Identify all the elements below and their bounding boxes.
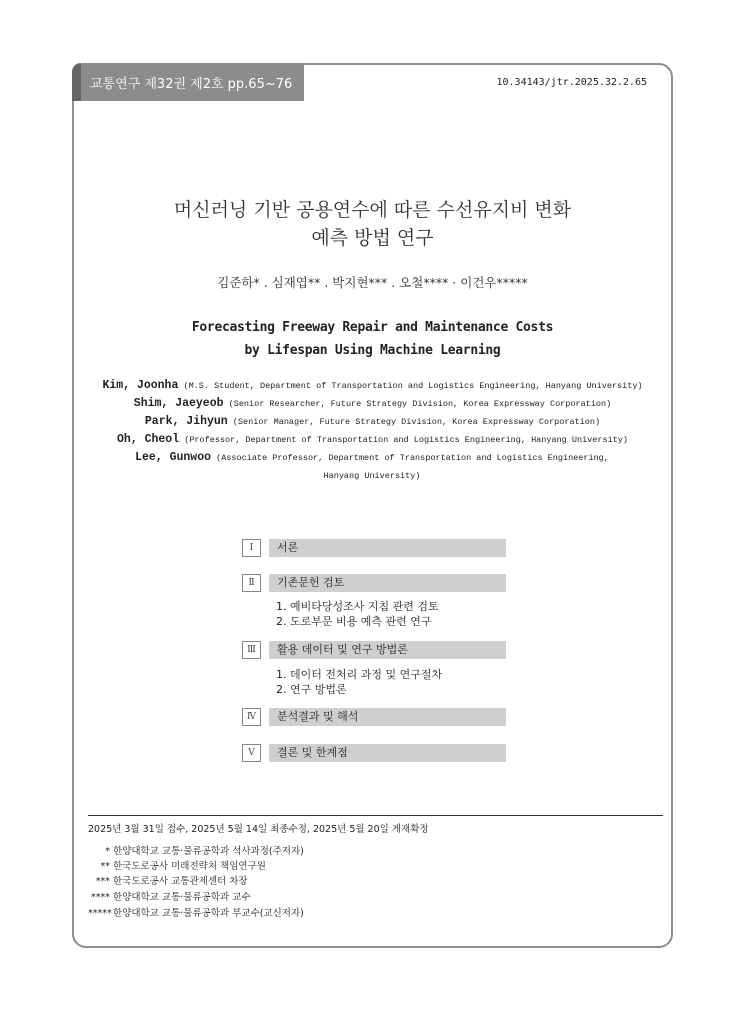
footnote-mark: **** — [91, 892, 110, 903]
affiliation — [100, 377, 645, 395]
toc-section-1 — [242, 539, 506, 557]
author-name: Lee, Gunwoo — [135, 451, 212, 464]
footnote — [88, 843, 304, 857]
footnote-mark: *** — [95, 876, 110, 887]
toc-title: 분석결과 및 해석 — [269, 708, 506, 726]
footnote — [88, 858, 266, 872]
toc-subsection: 1. 예비타당성조사 지침 관련 검토 — [276, 600, 439, 613]
toc-title: 기존문헌 검토 — [269, 574, 506, 592]
affiliation — [100, 413, 645, 431]
footnote — [88, 889, 251, 903]
toc-title: 결론 및 한계점 — [269, 744, 506, 762]
affiliation — [92, 449, 652, 485]
author-affiliation-cont: Hanyang University) — [323, 471, 421, 481]
toc-number: Ⅱ — [242, 574, 261, 592]
submission-dates: 2025년 3월 31일 접수, 2025년 5월 14일 최종수정, 2025년 5월 20일 게재확정 — [88, 824, 429, 835]
english-title-line2: by Lifespan Using Machine Learning — [244, 343, 501, 358]
author-name: Shim, Jaeyeob — [133, 397, 224, 410]
toc-number: Ⅴ — [242, 744, 261, 762]
doi: 10.34143/jtr.2025.32.2.65 — [496, 77, 647, 88]
affiliation — [100, 395, 645, 413]
korean-title-line1: 머신러닝 기반 공용연수에 따른 수선유지비 변화 — [173, 199, 572, 221]
toc-title: 활용 데이터 및 연구 방법론 — [269, 641, 506, 659]
author-affiliation: (M.S. Student, Department of Transportation and Logistics Engineering, Hanyang University) — [183, 381, 643, 391]
korean-title-line2: 예측 방법 연구 — [311, 227, 434, 249]
toc-section-4 — [242, 708, 506, 726]
toc-subsection: 2. 도로부문 비용 예측 관련 연구 — [276, 615, 432, 628]
footnote-text: 한양대학교 교통·물류공학과 석사과정(주저자) — [113, 846, 304, 857]
journal-header-tab — [72, 63, 304, 101]
footnote-text: 한국도로공사 미래전략처 책임연구원 — [113, 861, 266, 872]
korean-authors: 김준하* . 심재엽** . 박지현*** . 오철**** · 이건우***** — [217, 275, 528, 290]
author-name: Park, Jihyun — [144, 415, 228, 428]
author-affiliation: (Senior Manager, Future Strategy Division, Korea Expressway Corporation) — [232, 417, 601, 427]
toc-title: 서론 — [269, 539, 506, 557]
footnote-mark: * — [105, 846, 110, 857]
author-affiliation: (Associate Professor, Department of Transportation and Logistics Engineering, — [216, 453, 609, 463]
toc-number: Ⅳ — [242, 708, 261, 726]
author-affiliation: (Senior Researcher, Future Strategy Division, Korea Expressway Corporation) — [228, 399, 612, 409]
footnote-text: 한양대학교 교통·물류공학과 부교수(교신저자) — [113, 908, 304, 919]
toc-number: Ⅰ — [242, 539, 261, 557]
journal-tab-accent — [72, 63, 81, 101]
author-affiliation: (Professor, Department of Transportation and Logistics Engineering, Hanyang University) — [184, 435, 628, 445]
footnote-text: 한국도로공사 교통관제센터 차장 — [113, 876, 248, 887]
english-title-line1: Forecasting Freeway Repair and Maintenance Costs — [191, 320, 554, 335]
author-name: Kim, Joonha — [102, 379, 179, 392]
journal-citation: 교통연구 제32권 제2호 pp.65~76 — [90, 77, 293, 92]
affiliation — [100, 431, 645, 449]
footnote-mark: ** — [100, 861, 110, 872]
toc-section-3 — [242, 641, 506, 659]
author-name: Oh, Cheol — [116, 433, 180, 446]
toc-subsection: 2. 연구 방법론 — [276, 683, 347, 696]
toc-section-5 — [242, 744, 506, 762]
footnote — [88, 873, 248, 887]
toc-subsection: 1. 데이터 전처리 과정 및 연구절차 — [276, 668, 443, 681]
toc-section-2 — [242, 574, 506, 592]
footnote-divider — [88, 815, 663, 816]
toc-number: Ⅲ — [242, 641, 261, 659]
footnote-mark: ***** — [88, 908, 112, 919]
footnote-text: 한양대학교 교통·물류공학과 교수 — [113, 892, 251, 903]
footnote — [88, 905, 304, 919]
